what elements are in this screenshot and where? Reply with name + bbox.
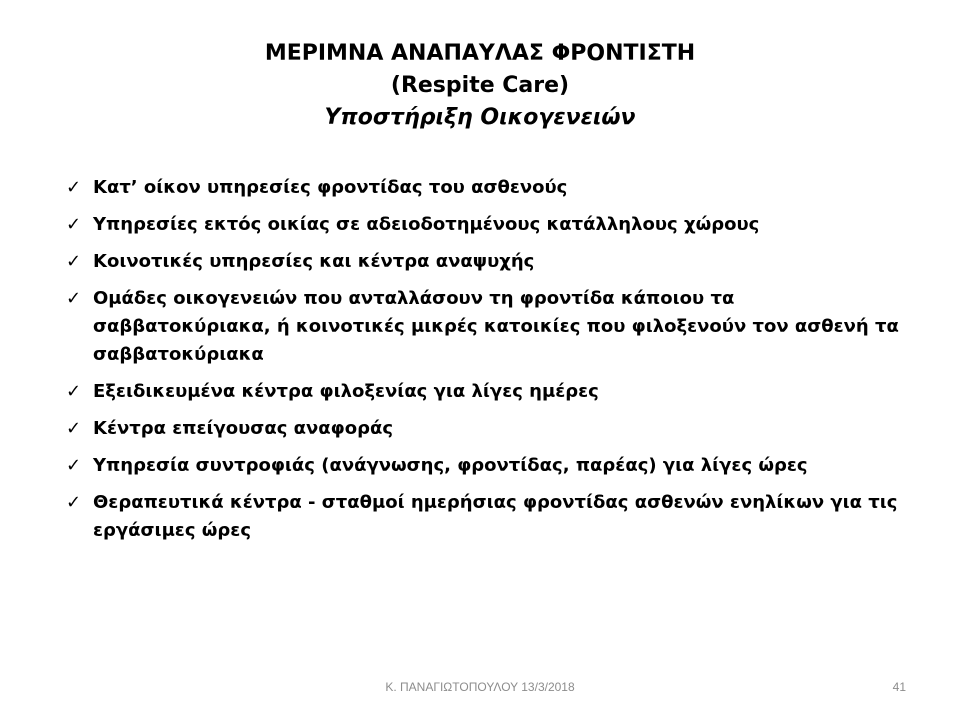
list-item-text: Κατ’ οίκον υπηρεσίες φροντίδας του ασθενούς [93,177,568,198]
list-item [66,248,916,276]
list-item [66,452,916,480]
check-icon: ✓ [66,251,82,272]
list-item-text: Υπηρεσία συντροφιάς (ανάγνωσης, φροντίδας, παρέας) για λίγες ώρες [93,455,808,476]
check-icon: ✓ [66,288,82,309]
list-item [66,174,916,202]
list-item-text: Εξειδικευμένα κέντρα φιλοξενίας για λίγες ημέρες [93,381,599,402]
list-item-text: Θεραπευτικά κέντρα - σταθμοί ημερήσιας φροντίδας ασθενών ενηλίκων για τις εργάσιμες ώρες [93,492,898,541]
list-item-text: Υπηρεσίες εκτός οικίας σε αδειοδοτημένους κατάλληλους χώρους [93,214,760,235]
title-line-subtitle: Υποστήριξη Οικογενειών [324,105,636,130]
check-icon: ✓ [66,214,82,235]
list-item-text: Κοινοτικές υπηρεσίες και κέντρα αναψυχής [93,251,535,272]
slide-page-number: 41 [892,680,906,694]
title-line-english: (Respite Care) [390,73,570,98]
list-item-text: Ομάδες οικογενειών που ανταλλάσουν τη φροντίδα κάποιου τα σαββατοκύριακα, ή κοινοτικές μικρές κατοικίες που φιλοξενούν τον ασθενή τα σαββατοκύριακα [93,288,899,365]
check-icon: ✓ [66,492,82,513]
check-icon: ✓ [66,177,82,198]
check-icon: ✓ [66,455,82,476]
bullet-list [66,174,916,554]
list-item [66,378,916,406]
list-item-text: Κέντρα επείγουσας αναφοράς [93,418,393,439]
title-line-main: ΜΕΡΙΜΝΑ ΑΝΑΠΑΥΛΑΣ ΦΡΟΝΤΙΣΤΗ [264,41,696,66]
footer-author-date: Κ. ΠΑΝΑΓΙΩΤΟΠΟΥΛΟΥ 13/3/2018 [385,680,575,694]
check-icon: ✓ [66,381,82,402]
list-item [66,285,916,369]
list-item [66,211,916,239]
check-icon: ✓ [66,418,82,439]
list-item [66,415,916,443]
slide-title [0,38,960,134]
list-item [66,489,916,545]
